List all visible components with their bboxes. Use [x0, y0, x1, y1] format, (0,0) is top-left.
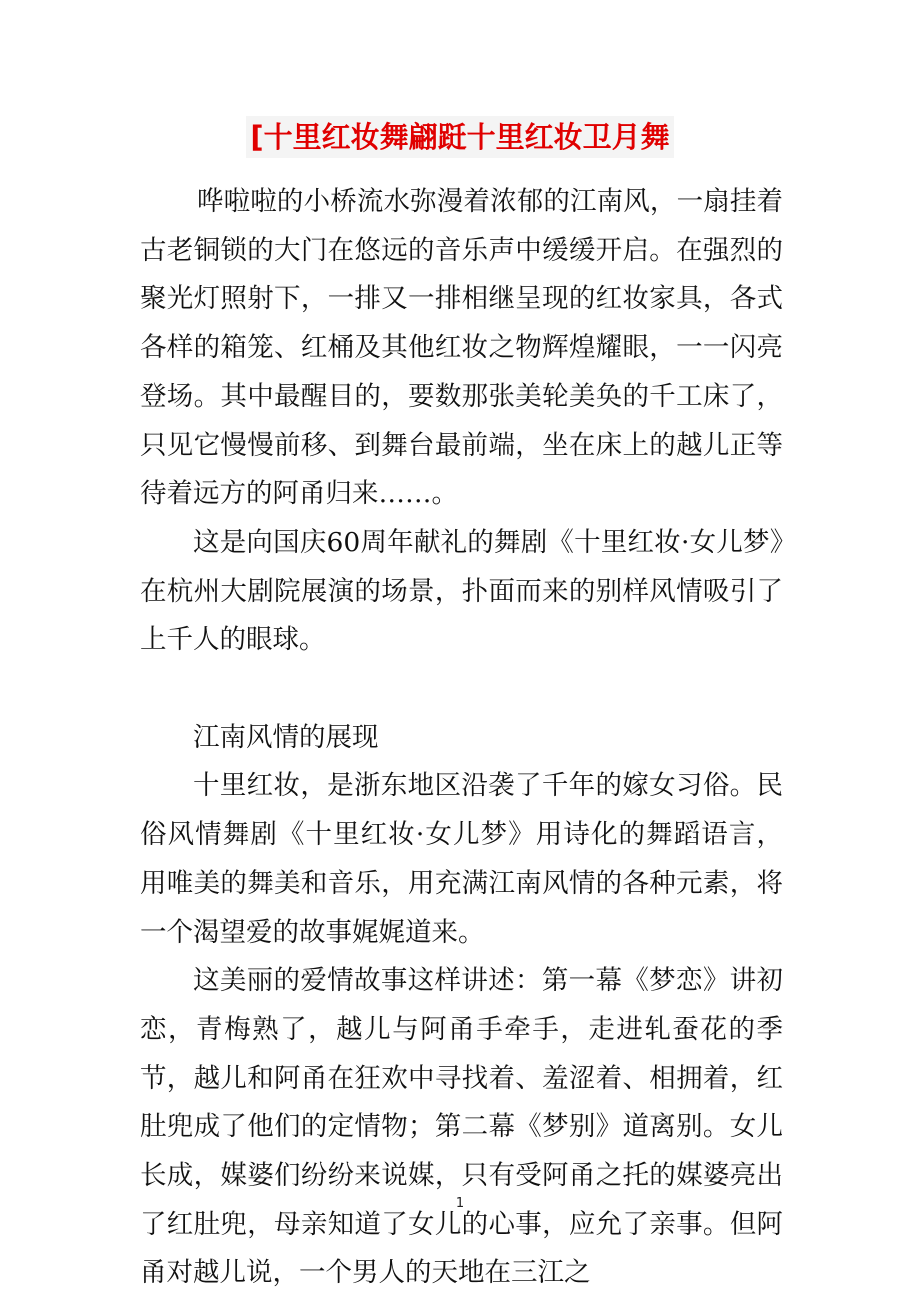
paragraph-opening-scene: 哗啦啦的小桥流水弥漫着浓郁的江南风，一扇挂着古老铜锁的大门在悠远的音乐声中缓缓开启。在强烈的聚光灯照射下，一排又一排相继呈现的红妆家具，各式各样的箱笼、红桶及其他红妆之物辉煌耀眼，一一闪亮登场。其中最醒目的，要数那张美轮美奂的千工床了，只见它慢慢前移、到舞台最前端，坐在床上的越儿正等待着远方的阿甬归来……。: [140, 186, 783, 510]
title-wrap: [0, 116, 920, 158]
document-body: [140, 178, 783, 1298]
paragraph-story: 这美丽的爱情故事这样讲述：第一幕《梦恋》讲初恋，青梅熟了，越儿与阿甬手牵手，走进轧蚕花的季节，越儿和阿甬在狂欢中寻找着、羞涩着、相拥着，红肚兜成了他们的定情物；第二幕《梦别》道离别。女儿长成，媒婆们纷纷来说媒，只有受阿甬之托的媒婆亮出了红肚兜，母亲知道了女儿的心事，应允了亲事。但阿甬对越儿说，一个男人的天地在三江之: [140, 965, 783, 1289]
paragraph-premiere: 这是向国庆60周年献礼的舞剧《十里红妆·女儿梦》在杭州大剧院展演的场景，扑面而来的别样风情吸引了上千人的眼球。: [140, 526, 783, 656]
blank-line: [140, 665, 783, 714]
section-heading: 江南风情的展现: [193, 721, 379, 753]
document-title: [十里红妆舞翩跹十里红妆卫月舞: [246, 116, 673, 158]
paragraph-custom: 十里红妆，是浙东地区沿袭了千年的嫁女习俗。民俗风情舞剧《十里红妆·女儿梦》用诗化的舞蹈语言，用唯美的舞美和音乐，用充满江南风情的各种元素，将一个渴望爱的故事娓娓道来。: [140, 770, 783, 948]
page-number: 1: [455, 1196, 465, 1211]
